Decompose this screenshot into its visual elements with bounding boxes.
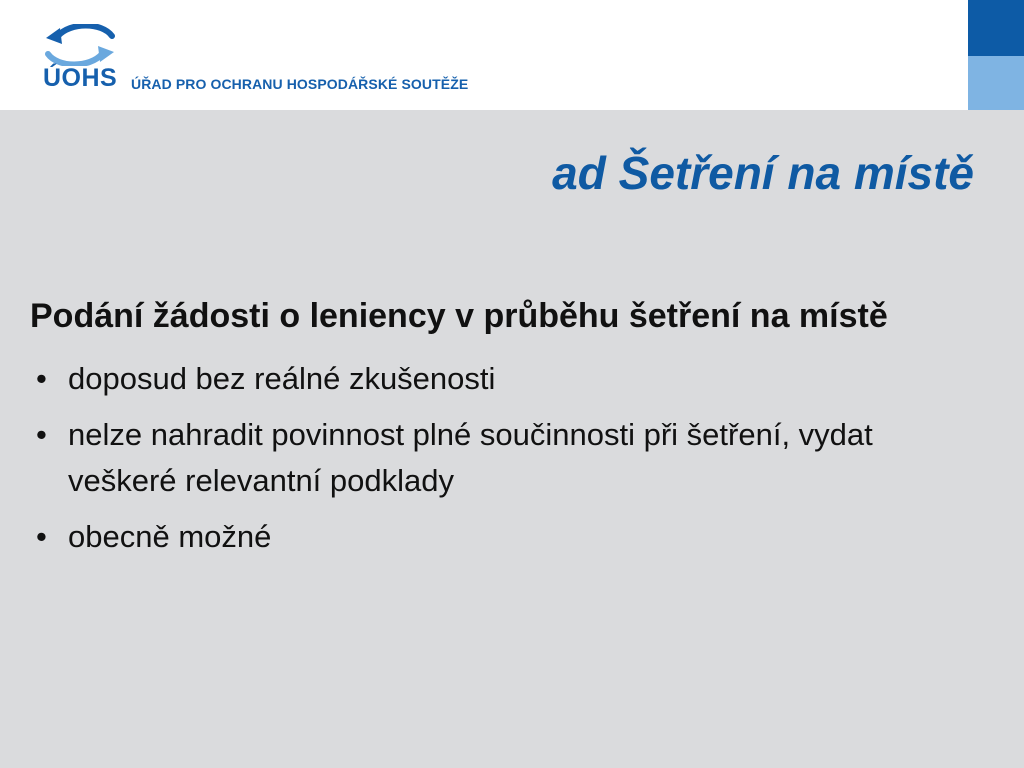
bullet-icon: • — [36, 361, 47, 396]
list-item-text: doposud bez reálné zkušenosti — [68, 361, 496, 396]
header-bar — [0, 0, 1024, 110]
list-item — [30, 412, 978, 504]
bullet-icon: • — [36, 417, 47, 452]
logo-abbreviation: ÚOHS — [43, 64, 118, 92]
list-item — [30, 514, 978, 560]
corner-block-light — [968, 56, 1024, 110]
bullet-icon: • — [36, 519, 47, 554]
lead-paragraph: Podání žádosti o leniency v průběhu šetření na místě — [30, 297, 888, 335]
bullet-list — [30, 356, 978, 560]
slide-content — [30, 290, 978, 570]
list-item-text: obecně možné — [68, 519, 272, 554]
logo-organization-name: ÚŘAD PRO OCHRANU HOSPODÁŘSKÉ SOUTĚŽE — [131, 76, 469, 92]
list-item-text: nelze nahradit povinnost plné součinnosti při šetření, vydat veškeré relevantní podklady — [68, 417, 873, 498]
list-item — [30, 356, 978, 402]
uohs-arrows-logo-icon — [40, 24, 120, 66]
corner-block-dark — [968, 0, 1024, 56]
slide-title: ad Šetření na místě — [552, 147, 974, 199]
